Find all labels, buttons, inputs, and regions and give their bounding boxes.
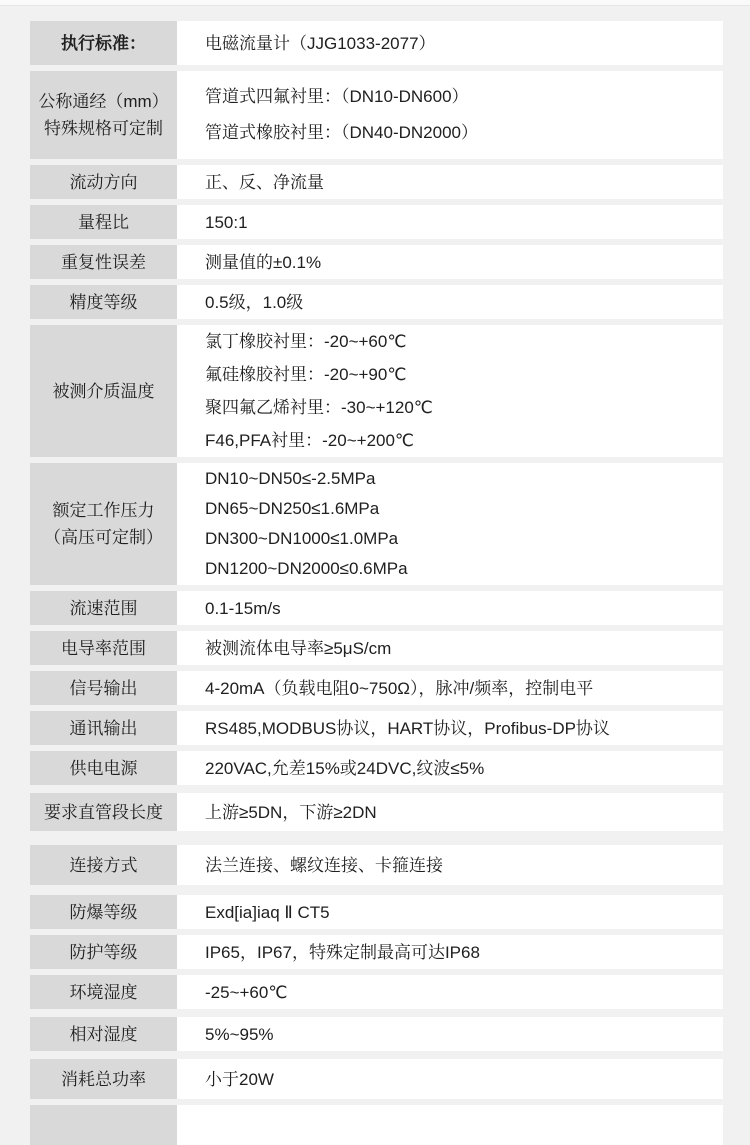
spec-value [177,245,723,279]
spec-value [177,935,723,969]
spec-label-text: 精度等级 [69,292,138,312]
spec-value-text: 150:1 [205,212,248,232]
spec-value-text: IP65，IP67，特殊定制最高可达IP68 [205,942,480,962]
spec-row [30,895,723,929]
spec-value-text: 氟硅橡胶衬里：-20~+90℃ [205,365,407,384]
spec-row [30,591,723,625]
spec-row [30,1105,723,1145]
spec-label [30,1017,177,1051]
spec-value-text: 5%~95% [205,1024,274,1044]
spec-label-text: 公称通经（mm） [38,92,169,111]
spec-value [177,71,723,159]
spec-label [30,631,177,665]
spec-row [30,975,723,1009]
spec-value-text: 测量值的±0.1% [205,252,322,272]
spec-label [30,845,177,885]
spec-value [177,631,723,665]
spec-label [30,975,177,1009]
spec-row [30,1059,723,1099]
spec-label-text: 防爆等级 [69,902,138,922]
spec-label-text: 电导率范围 [61,638,146,658]
spec-label [30,21,177,65]
spec-value-text: 氯丁橡胶衬里：-20~+60℃ [205,332,407,351]
spec-label-text: 被测介质温度 [52,381,155,401]
spec-value-text: 0.5级，1.0级 [205,292,304,312]
spec-label [30,711,177,745]
spec-value-text: 小于20W [205,1069,274,1089]
spec-value [177,591,723,625]
spec-row [30,711,723,745]
spec-label-text: 消耗总功率 [61,1069,146,1089]
spec-row [30,631,723,665]
spec-value-text: DN1200~DN2000≤0.6MPa [205,559,408,578]
spec-label [30,895,177,929]
spec-value-text: 4-20mA（负载电阻0~750Ω），脉冲/频率，控制电平 [205,678,594,698]
spec-value [177,21,723,65]
spec-row [30,671,723,705]
spec-label-text: （高压可定制） [44,528,163,547]
spec-row [30,205,723,239]
spec-row [30,285,723,319]
spec-value [177,205,723,239]
spec-value [177,895,723,929]
spec-label [30,463,177,585]
spec-row [30,845,723,885]
spec-label-text: 重复性误差 [61,252,146,272]
spec-label-text: 流速范围 [69,598,138,618]
spec-value-text: DN10~DN50≤-2.5MPa [205,469,376,488]
spec-value-text: 上游≥5DN，下游≥2DN [205,802,377,822]
spec-label [30,935,177,969]
spec-value-text: 管道式四氟衬里：（DN10-DN600） [205,87,469,106]
spec-value [177,325,723,457]
spec-row [30,751,723,785]
spec-label [30,671,177,705]
spec-value-text: DN65~DN250≤1.6MPa [205,499,380,518]
spec-label-text: 环境湿度 [69,982,138,1002]
spec-value [177,463,723,585]
spec-table [30,21,723,1145]
spec-label-text: 防护等级 [69,942,138,962]
spec-row [30,165,723,199]
spec-label-text: 量程比 [78,212,129,232]
spec-label-text: 供电电源 [69,758,138,778]
spec-label [30,751,177,785]
spec-value-text: 管道式橡胶衬里：（DN40-DN2000） [205,123,478,142]
spec-label-text: 执行标准： [61,33,146,53]
spec-row [30,935,723,969]
spec-row [30,1017,723,1051]
spec-value-text: DN300~DN1000≤1.0MPa [205,529,399,548]
spec-value [177,671,723,705]
spec-value-text: F46,PFA衬里：-20~+200℃ [205,431,415,450]
spec-value-text: 法兰连接、螺纹连接、卡箍连接 [205,855,443,875]
spec-value [177,1017,723,1051]
spec-value [177,285,723,319]
spec-value [177,1059,723,1099]
spec-label-text: 要求直管段长度 [44,802,163,822]
spec-row [30,463,723,585]
spec-label [30,285,177,319]
spec-label-text: 流动方向 [69,172,138,192]
spec-label [30,1105,177,1145]
spec-value-text: 聚四氟乙烯衬里：-30~+120℃ [205,398,433,417]
spec-label-text: 特殊规格可定制 [44,119,163,138]
spec-value-text: 220VAC,允差15%或24DVC,纹波≤5% [205,758,485,778]
top-divider [0,0,750,6]
spec-value-text: Exd[ia]iaq Ⅱ CT5 [205,902,330,922]
spec-value-text: 被测流体电导率≥5μS/cm [205,638,392,658]
spec-label-text: 信号输出 [69,678,138,698]
spec-label-text: 通讯输出 [69,718,138,738]
spec-value-text: RS485,MODBUS协议，HART协议，Profibus-DP协议 [205,718,610,738]
spec-value [177,1105,723,1145]
spec-value [177,711,723,745]
spec-label [30,71,177,159]
spec-label-text: 连接方式 [69,855,138,875]
spec-label [30,793,177,831]
spec-value [177,751,723,785]
spec-label [30,591,177,625]
spec-label [30,165,177,199]
spec-label [30,325,177,457]
spec-value [177,845,723,885]
spec-value-text: 0.1-15m/s [205,598,281,618]
spec-label [30,1059,177,1099]
spec-value-text: 正、反、净流量 [205,172,324,192]
spec-value [177,975,723,1009]
spec-row [30,245,723,279]
spec-label [30,245,177,279]
spec-value-text: 电磁流量计（JJG1033-2077） [205,33,436,53]
spec-row [30,71,723,159]
spec-value-text: -25~+60℃ [205,982,288,1002]
spec-row [30,325,723,457]
spec-label [30,205,177,239]
spec-row [30,793,723,831]
spec-value [177,793,723,831]
spec-label-text: 额定工作压力 [52,501,155,520]
spec-label-text: 相对湿度 [69,1024,138,1044]
spec-row [30,21,723,65]
spec-value [177,165,723,199]
